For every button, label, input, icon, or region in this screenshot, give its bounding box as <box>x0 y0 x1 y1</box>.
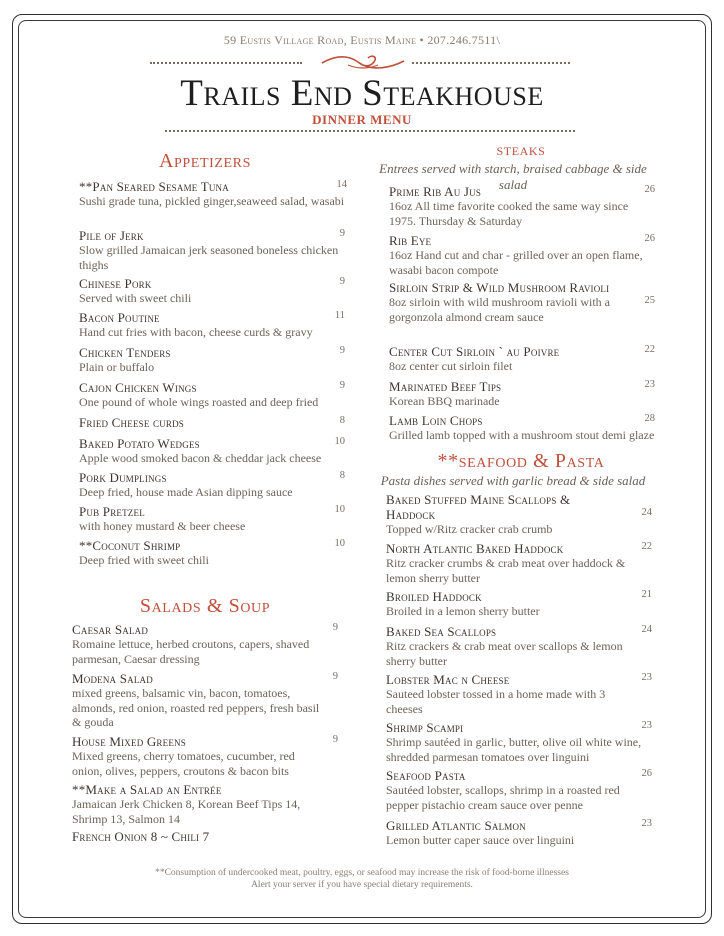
item-name: Marinated Beef Tips <box>389 379 502 394</box>
item-name: Seafood Pasta <box>386 768 466 783</box>
menu-item <box>386 589 652 619</box>
item-name: **Make a Salad an Entrée <box>72 782 222 797</box>
menu-subtitle: DINNER MENU <box>312 112 412 127</box>
item-price: 23 <box>641 720 652 731</box>
item-price: 22 <box>641 541 652 552</box>
item-price: 25 <box>644 295 655 306</box>
item-description: Sushi grade tuna, pickled ginger,seaweed salad, wasabi <box>79 194 345 208</box>
restaurant-address: 59 Eustis Village Road, Eustis Maine • 207.246.7511\ <box>223 33 501 47</box>
item-price: 23 <box>644 379 655 390</box>
header-dotted-rule-left <box>150 62 302 64</box>
item-price: 10 <box>334 538 345 549</box>
menu-item <box>79 538 347 568</box>
item-price: 9 <box>332 734 338 745</box>
menu-item <box>72 622 340 666</box>
menu-item <box>386 768 652 812</box>
menu-item <box>389 344 655 374</box>
item-description: Shrimp sautéed in garlic, butter, olive oil white wine, shredded parmesan tomatoes over linguini <box>386 735 642 764</box>
item-price: 28 <box>644 413 655 424</box>
menu-item <box>79 504 347 534</box>
menu-item <box>79 345 347 375</box>
item-description: Slow grilled Jamaican jerk seasoned boneless chicken thighs <box>79 243 339 272</box>
title-dotted-rule <box>165 130 575 132</box>
menu-item <box>386 541 652 585</box>
item-price: 26 <box>644 233 655 244</box>
menu-item <box>389 379 655 409</box>
menu-item <box>386 624 652 668</box>
item-description: Sauteed lobster tossed in a home made with 3 cheeses <box>386 687 606 716</box>
menu-item <box>79 179 347 209</box>
menu-item <box>386 720 652 764</box>
item-price: 10 <box>334 504 345 515</box>
item-description: 16oz Hand cut and char - grilled over an open flame, wasabi bacon compote <box>389 248 643 277</box>
item-name: **Coconut Shrimp <box>79 538 181 553</box>
item-name: Cajon Chicken Wings <box>79 380 197 395</box>
menu-item <box>79 310 347 340</box>
item-name: Rib Eye <box>389 233 432 248</box>
item-description: Plain or buffalo <box>79 360 155 374</box>
item-name: North Atlantic Baked Haddock <box>386 541 564 556</box>
item-description: Grilled lamb topped with a mushroom stout demi glaze <box>389 428 655 442</box>
item-name: Lobster Mac n Cheese <box>386 672 510 687</box>
item-description: Jamaican Jerk Chicken 8, Korean Beef Tips 14, Shrimp 13, Salmon 14 <box>72 797 301 826</box>
item-description: Apple wood smoked bacon & cheddar jack cheese <box>79 451 322 465</box>
item-description: Ritz crackers & crab meat over scallops & lemon sherry butter <box>386 639 623 668</box>
menu-item <box>79 228 347 272</box>
menu-item <box>72 829 340 844</box>
food-safety-disclaimer <box>0 868 724 891</box>
item-name: Chicken Tenders <box>79 345 171 360</box>
menu-item <box>389 233 655 277</box>
item-name: House Mixed Greens <box>72 734 186 749</box>
menu-item <box>79 436 347 466</box>
item-name: Modena Salad <box>72 671 153 686</box>
menu-item <box>389 184 655 228</box>
seafood-pasta-heading: **seafood & Pasta <box>437 450 605 472</box>
menu-item <box>79 415 347 430</box>
item-price: 23 <box>641 672 652 683</box>
menu-item <box>389 413 655 443</box>
item-name: **Pan Seared Sesame Tuna <box>79 179 229 194</box>
item-name: Baked Stuffed Maine Scallops & Haddock <box>386 492 571 522</box>
item-price: 24 <box>641 507 652 518</box>
item-price: 9 <box>332 622 338 633</box>
item-price: 26 <box>644 184 655 195</box>
steaks-heading: steaks <box>496 140 546 159</box>
item-name: Baked Sea Scallops <box>386 624 497 639</box>
item-price: 9 <box>339 276 345 287</box>
menu-item <box>79 276 347 306</box>
item-description: Hand cut fries with bacon, cheese curds & gravy <box>79 325 313 339</box>
item-price: 10 <box>334 436 345 447</box>
restaurant-title: Trails End Steakhouse <box>180 73 544 114</box>
item-description: 8oz center cut sirloin filet <box>389 359 513 373</box>
item-name: Bacon Poutine <box>79 310 160 325</box>
menu-item <box>79 380 347 410</box>
item-name: Center Cut Sirloin ` au Poivre <box>389 344 560 359</box>
menu-item <box>72 671 340 730</box>
item-name: Baked Potato Wedges <box>79 436 200 451</box>
item-description: Topped w/Ritz cracker crab crumb <box>386 522 553 536</box>
flourish-ornament-icon <box>318 53 408 73</box>
menu-item <box>72 734 340 778</box>
item-description: Romaine lettuce, herbed croutons, capers, shaved parmesan, Caesar dressing <box>72 637 310 666</box>
item-description: 8oz sirloin with wild mushroom ravioli with a gorgonzola almond cream sauce <box>389 295 610 324</box>
item-description: One pound of whole wings roasted and deep fried <box>79 395 319 409</box>
item-price: 23 <box>641 818 652 829</box>
seafood-pasta-subheading: Pasta dishes served with garlic bread & side salad <box>380 473 646 488</box>
menu-item <box>386 672 652 716</box>
item-price: 9 <box>332 671 338 682</box>
item-description: Served with sweet chili <box>79 291 192 305</box>
item-name: Lamb Loin Chops <box>389 413 483 428</box>
item-name: Broiled Haddock <box>386 589 482 604</box>
item-price: 11 <box>334 310 345 321</box>
item-name: Shrimp Scampi <box>386 720 464 735</box>
item-name: Fried Cheese curds <box>79 415 185 430</box>
appetizers-heading: Appetizers <box>158 150 251 172</box>
item-price: 21 <box>641 589 652 600</box>
item-price: 26 <box>641 768 652 779</box>
item-description: Korean BBQ marinade <box>389 394 500 408</box>
header-dotted-rule-right <box>412 62 570 64</box>
item-name: Pile of Jerk <box>79 228 144 243</box>
item-price: 24 <box>641 624 652 635</box>
item-price: 8 <box>339 415 345 426</box>
disclaimer-line-1: **Consumption of undercooked meat, poultry, eggs, or seafood may increase the risk of food-borne illnesses <box>155 868 569 878</box>
item-name: French Onion 8 ~ Chili 7 <box>72 829 210 844</box>
item-description: mixed greens, balsamic vin, bacon, tomatoes, almonds, red onion, roasted red peppers, fresh basil & gouda <box>72 686 320 729</box>
item-description: Ritz cracker crumbs & crab meat over haddock & lemon sherry butter <box>386 556 626 585</box>
menu-item <box>72 782 340 826</box>
item-description: with honey mustard & beer cheese <box>79 519 246 533</box>
item-description: Mixed greens, cherry tomatoes, cucumber, red onion, olives, peppers, croutons & bacon bits <box>72 749 295 778</box>
disclaimer-line-2: Alert your server if you have special dietary requirements. <box>251 879 473 890</box>
item-price: 9 <box>339 345 345 356</box>
menu-item <box>386 492 652 537</box>
menu-item <box>389 280 655 324</box>
item-name: Caesar Salad <box>72 622 149 637</box>
steaks-subheading: Entrees served with starch, braised cabbage & side salad <box>379 161 647 192</box>
menu-item <box>386 818 652 848</box>
item-description: Deep fried, house made Asian dipping sauce <box>79 485 293 499</box>
item-name: Sirloin Strip & Wild Mushroom Ravioli <box>389 280 610 295</box>
item-price: 8 <box>339 470 345 481</box>
item-description: Deep fried with sweet chili <box>79 553 209 567</box>
item-name: Pork Dumplings <box>79 470 167 485</box>
item-name: Prime Rib Au Jus <box>389 184 482 199</box>
item-price: 22 <box>644 344 655 355</box>
item-name: Grilled Atlantic Salmon <box>386 818 526 833</box>
menu-item <box>79 470 347 500</box>
item-name: Chinese Pork <box>79 276 152 291</box>
salads-soup-heading: Salads & Soup <box>139 595 271 617</box>
item-description: Sautéed lobster, scallops, shrimp in a roasted red pepper pistachio cream sauce over penne <box>386 783 620 812</box>
item-price: 14 <box>336 179 347 190</box>
item-price: 9 <box>339 380 345 391</box>
item-price: 9 <box>339 228 345 239</box>
item-description: Lemon butter caper sauce over linguini <box>386 833 575 847</box>
item-name: Pub Pretzel <box>79 504 145 519</box>
item-description: 16oz All time favorite cooked the same way since 1975. Thursday & Saturday <box>389 199 629 228</box>
item-description: Broiled in a lemon sherry butter <box>386 604 540 618</box>
